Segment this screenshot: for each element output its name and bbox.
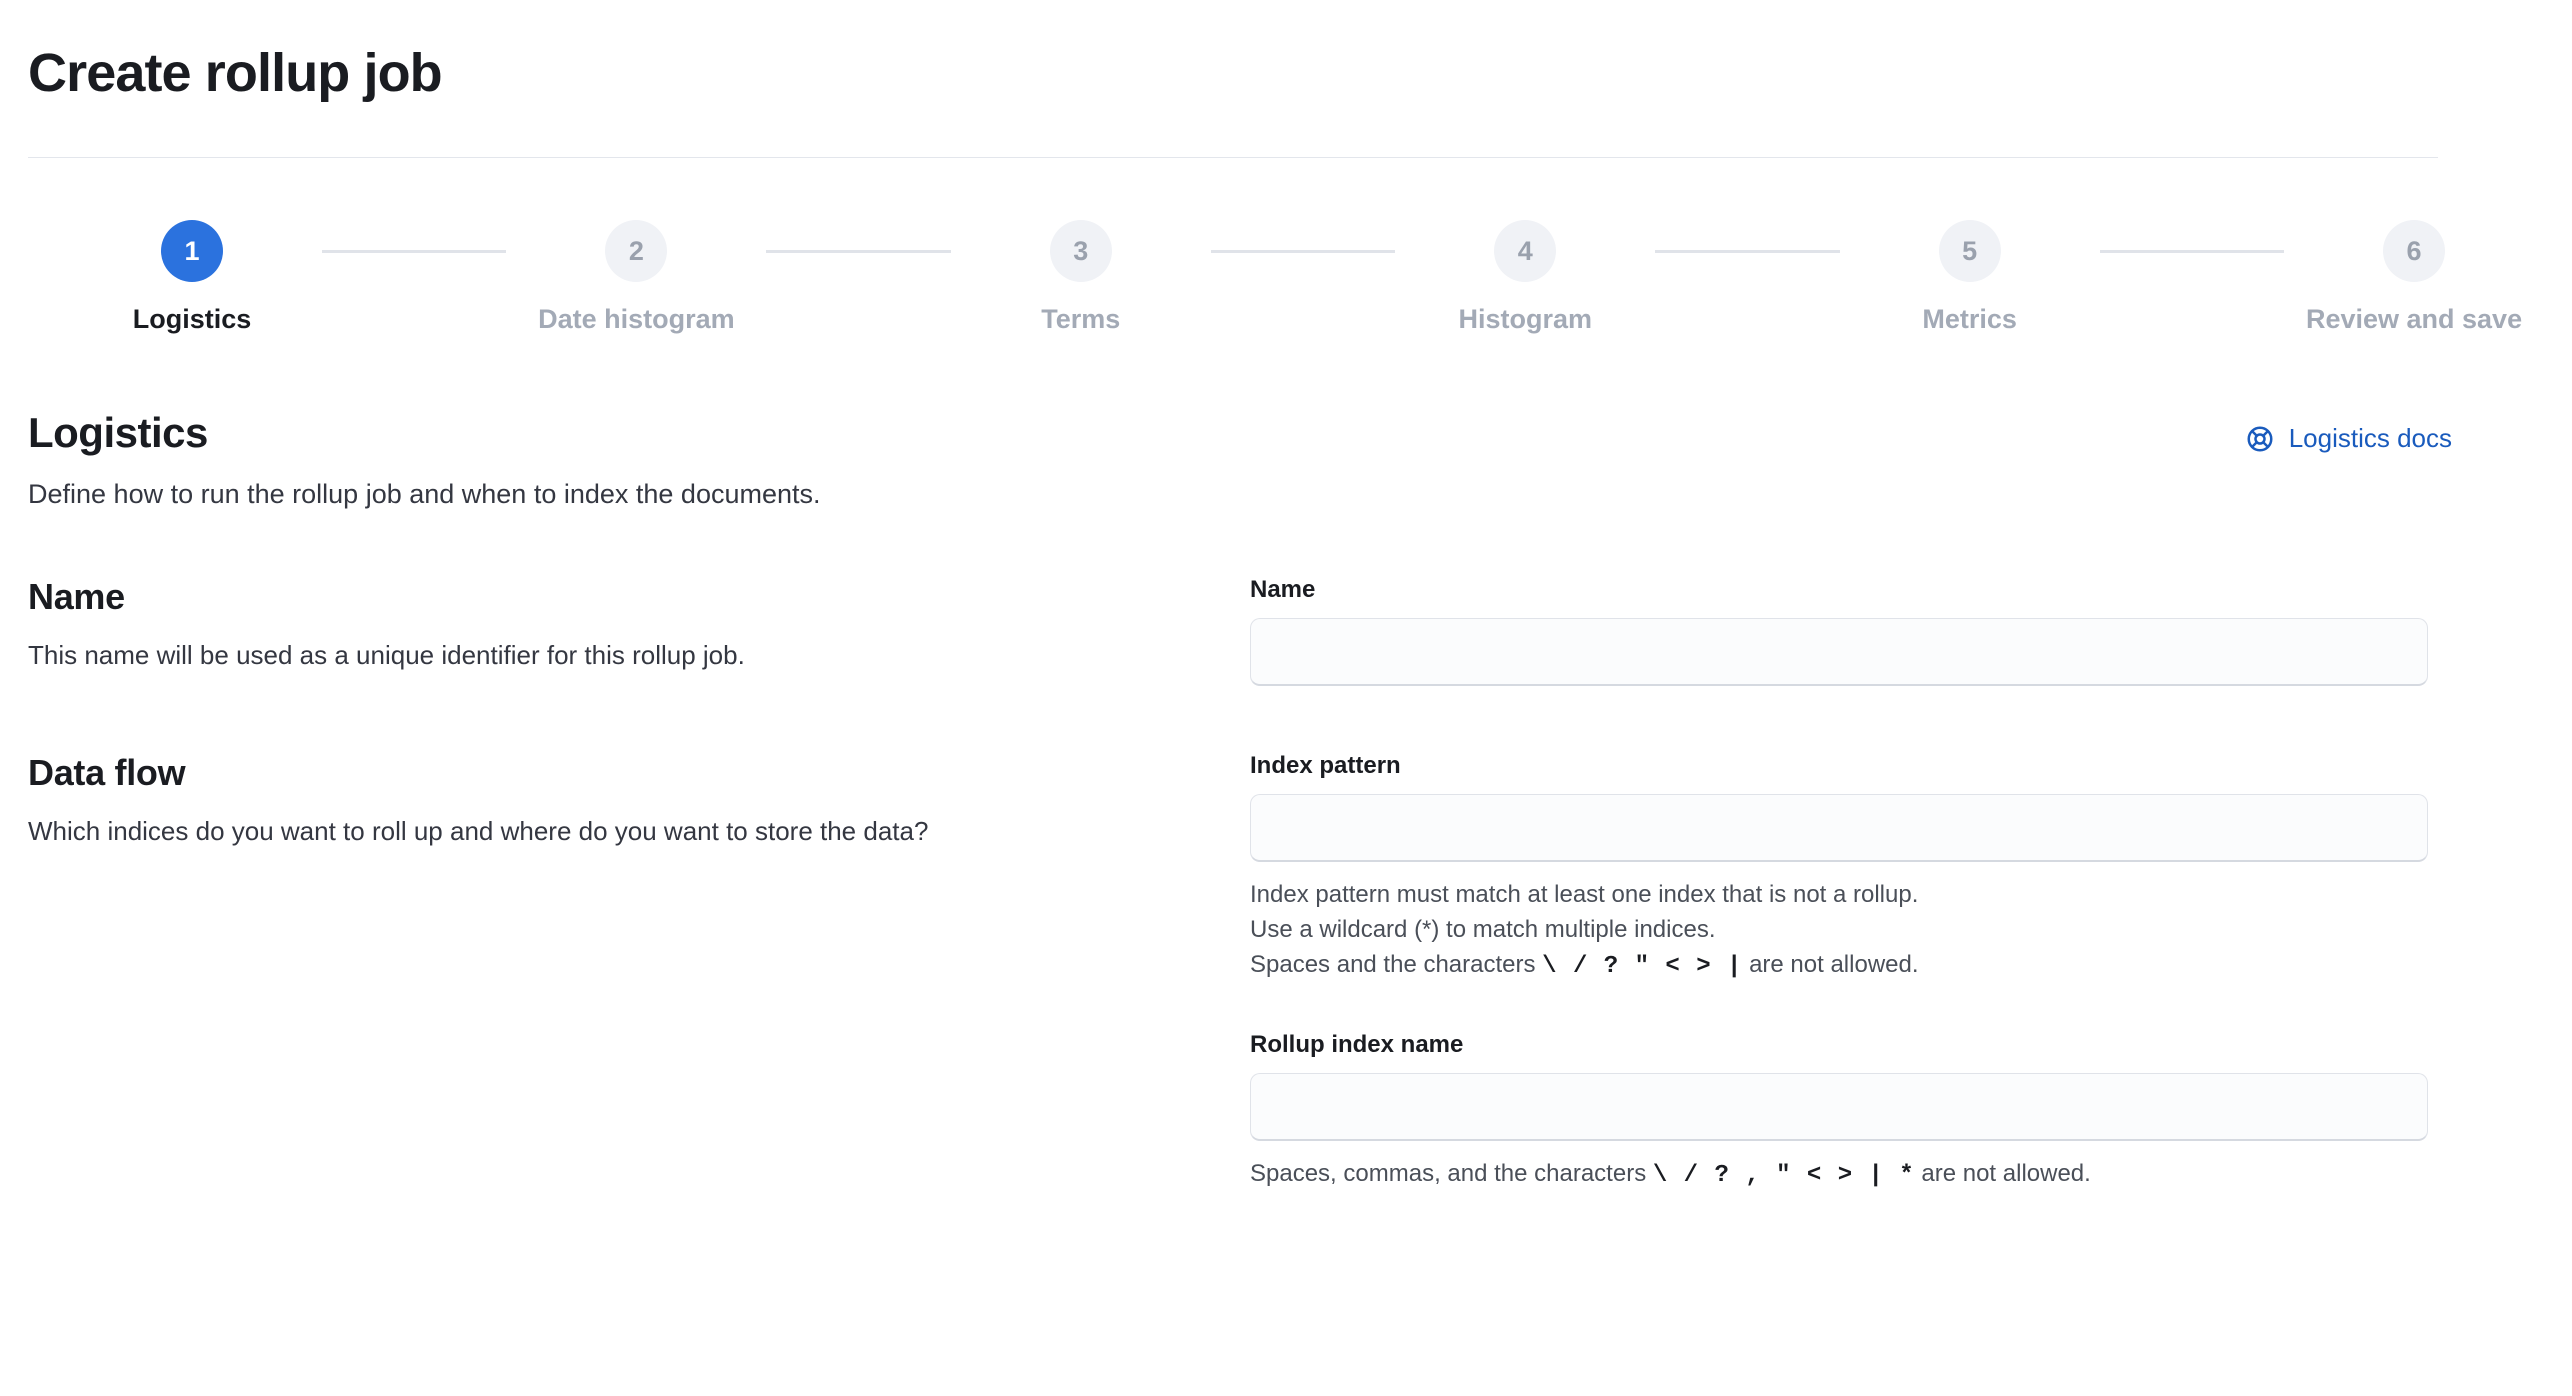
step-label: Date histogram: [538, 304, 735, 335]
data-flow-section-fields: [1250, 752, 2428, 1193]
step-label: Logistics: [132, 304, 252, 335]
rollup-index-name-input[interactable]: [1250, 1073, 2428, 1141]
stepper-step-terms[interactable]: [951, 220, 1211, 335]
index-pattern-help-line-1: Index pattern must match at least one index that is not a rollup.: [1250, 881, 1919, 909]
rollup-index-name-field-group: [1250, 1031, 2428, 1194]
data-flow-section-description: Which indices do you want to roll up and where do you want to store the data?: [28, 816, 929, 847]
create-rollup-job-page: [0, 44, 2572, 1254]
help-circle-icon: [2245, 424, 2275, 454]
step-label: Histogram: [1458, 304, 1592, 335]
section-description: Define how to run the rollup job and when to index the documents.: [28, 479, 821, 510]
name-section: [28, 576, 2544, 686]
step-number: 5: [1939, 220, 2001, 282]
index-pattern-input[interactable]: [1250, 794, 2428, 862]
step-number: 4: [1494, 220, 1556, 282]
name-section-text: [28, 576, 1250, 673]
stepper-step-histogram[interactable]: [1395, 220, 1655, 335]
help-suffix: are not allowed.: [1914, 1159, 2091, 1187]
stepper-step-metrics[interactable]: [1840, 220, 2100, 335]
rollup-index-name-help: [1250, 1157, 2428, 1194]
step-label: Review and save: [2305, 304, 2523, 335]
step-number: 3: [1050, 220, 1112, 282]
help-suffix: are not allowed.: [1742, 950, 1919, 978]
step-connector: [2100, 250, 2284, 253]
step-connector: [322, 250, 506, 253]
section-title: Logistics: [28, 409, 208, 457]
stepper: [28, 220, 2544, 335]
name-section-title: Name: [28, 576, 125, 618]
index-pattern-help-line-3: [1250, 948, 2428, 985]
step-connector: [1655, 250, 1839, 253]
help-prefix: Spaces and the characters: [1250, 950, 1543, 978]
rollup-index-name-label: Rollup index name: [1250, 1030, 1464, 1058]
name-field-group: [1250, 576, 2428, 686]
index-pattern-help: [1250, 878, 2428, 984]
name-input[interactable]: [1250, 618, 2428, 686]
data-flow-section-text: [28, 752, 1250, 849]
step-label: Metrics: [1922, 304, 2017, 335]
name-field-label: Name: [1250, 576, 1316, 604]
stepper-step-logistics[interactable]: [62, 220, 322, 335]
step-number: 6: [2383, 220, 2445, 282]
name-section-fields: [1250, 576, 2428, 686]
bottom-spacer: [28, 1194, 2544, 1254]
help-chars: \ / ? , " < > | *: [1652, 1161, 1915, 1189]
title-divider: [28, 157, 2438, 158]
data-flow-section: [28, 752, 2544, 1193]
index-pattern-field-group: [1250, 752, 2428, 984]
help-prefix: Spaces, commas, and the characters: [1250, 1159, 1653, 1187]
data-flow-section-title: Data flow: [28, 752, 186, 794]
logistics-docs-link[interactable]: [2245, 423, 2452, 454]
section-header: [28, 409, 2544, 457]
step-number: 1: [161, 220, 223, 282]
name-section-description: This name will be used as a unique identifier for this rollup job.: [28, 640, 745, 671]
index-pattern-help-line-2: Use a wildcard (*) to match multiple indices.: [1250, 916, 1716, 944]
step-label: Terms: [1041, 304, 1121, 335]
stepper-step-review-and-save[interactable]: [2284, 220, 2544, 335]
page-title: Create rollup job: [28, 43, 442, 103]
step-number: 2: [605, 220, 667, 282]
index-pattern-label: Index pattern: [1250, 752, 1401, 780]
step-connector: [1211, 250, 1395, 253]
logistics-docs-label: Logistics docs: [2288, 423, 2452, 454]
stepper-step-date-histogram[interactable]: [506, 220, 766, 335]
step-connector: [766, 250, 950, 253]
help-chars: \ / ? " < > |: [1542, 952, 1743, 980]
